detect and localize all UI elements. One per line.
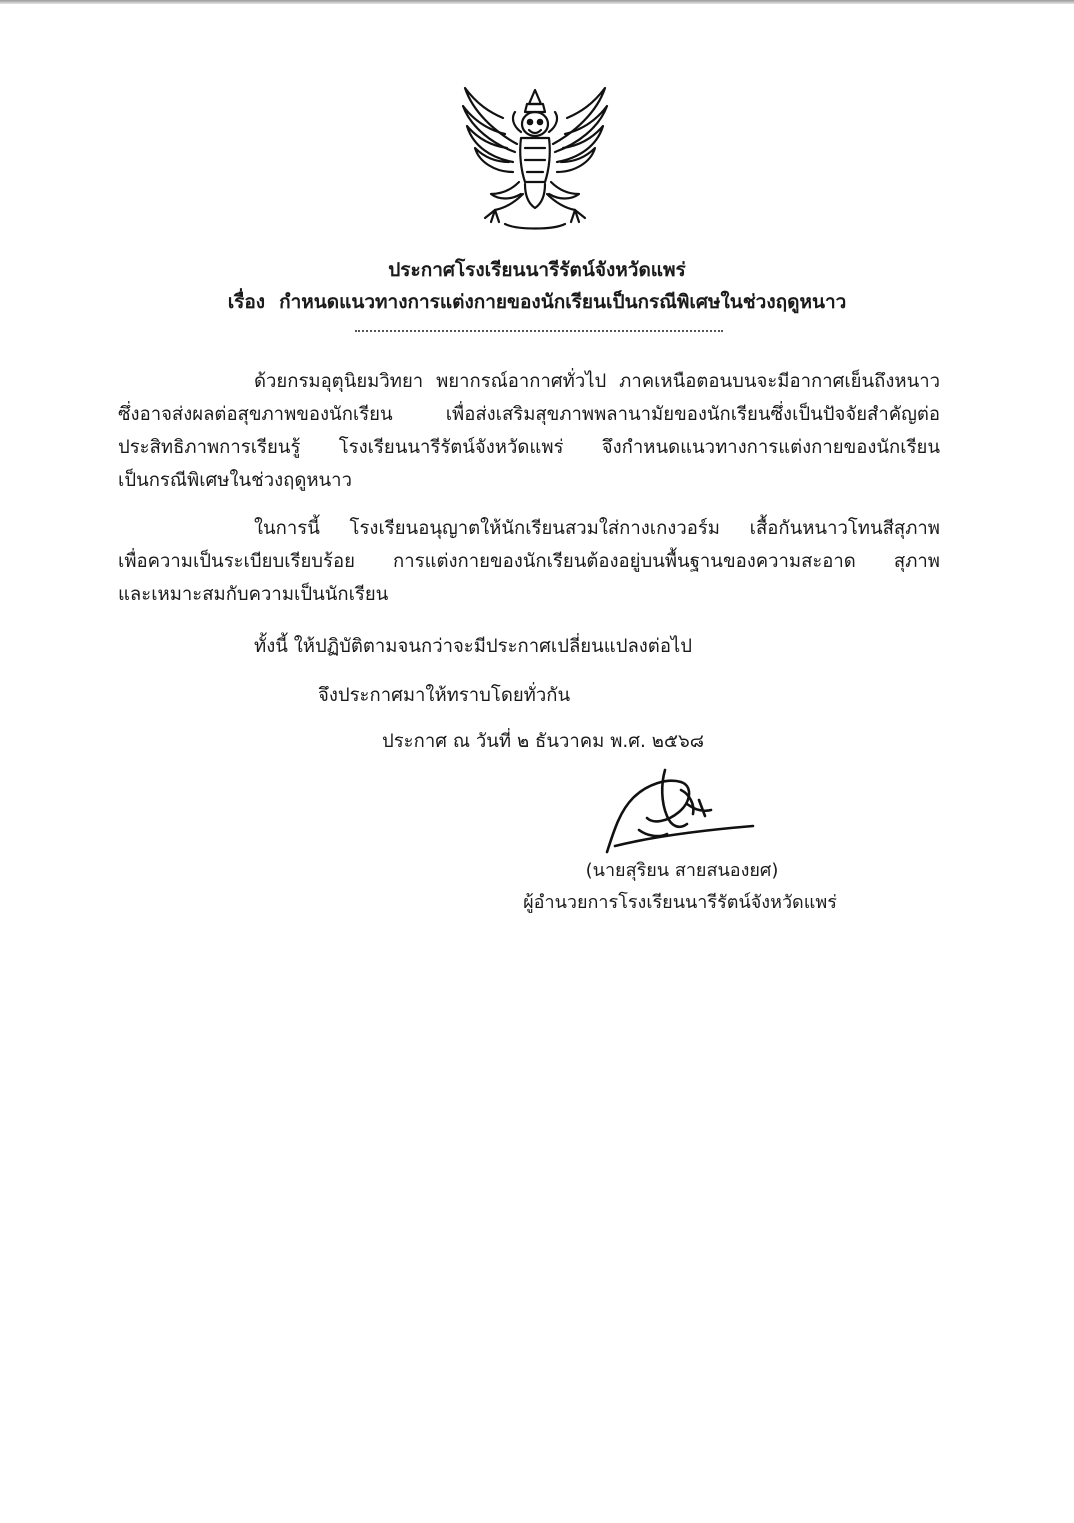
- handwritten-signature: [595, 764, 760, 859]
- paragraph-1-line-2: ซึ่งอาจส่งผลต่อสุขภาพของนักเรียน เพื่อส่งเสริมสุขภาพพลานามัยของนักเรียนซึ่งเป็นปัจจัยสำคัญต่อ: [118, 404, 940, 425]
- paragraph-3: ทั้งนี้ ให้ปฏิบัติตามจนกว่าจะมีประกาศเปลี่ยนแปลงต่อไป: [254, 636, 692, 657]
- announcement-date: ประกาศ ณ วันที่ ๒ ธันวาคม พ.ศ. ๒๕๖๘: [382, 731, 705, 752]
- signer-name: (นายสุริยน สายสนองยศ): [585, 860, 779, 881]
- subject-text: กำหนดแนวทางการแต่งกายของนักเรียนเป็นกรณีพิเศษในช่วงฤดูหนาว: [279, 291, 847, 313]
- subject-label: เรื่อง: [227, 291, 266, 313]
- announcement-subject: [0, 289, 1074, 315]
- garuda-emblem-icon: [455, 82, 615, 232]
- scan-top-edge: [0, 0, 1074, 4]
- paragraph-2: [118, 512, 940, 611]
- announcement-title: ประกาศโรงเรียนนารีรัตน์จังหวัดแพร่: [388, 259, 686, 281]
- paragraph-2-line-3: และเหมาะสมกับความเป็นนักเรียน: [118, 584, 389, 605]
- paragraph-1-line-3: ประสิทธิภาพการเรียนรู้ โรงเรียนนารีรัตน์จังหวัดแพร่ จึงกำหนดแนวทางการแต่งกายของนักเรียน: [118, 437, 940, 458]
- paragraph-1-line-1: ด้วยกรมอุตุนิยมวิทยา พยากรณ์อากาศทั่วไป ภาคเหนือตอนบนจะมีอากาศเย็นถึงหนาว: [254, 371, 940, 392]
- dotted-separator: [355, 330, 723, 332]
- signer-title: ผู้อำนวยการโรงเรียนนารีรัตน์จังหวัดแพร่: [523, 892, 837, 913]
- paragraph-1: [118, 365, 940, 497]
- closing-statement: จึงประกาศมาให้ทราบโดยทั่วกัน: [318, 685, 571, 706]
- paragraph-2-line-2: เพื่อความเป็นระเบียบเรียบร้อย การแต่งกายของนักเรียนต้องอยู่บนพื้นฐานของความสะอาด สุภาพ: [118, 551, 940, 572]
- paragraph-2-line-1: ในการนี้ โรงเรียนอนุญาตให้นักเรียนสวมใส่กางเกงวอร์ม เสื้อกันหนาวโทนสีสุภาพ: [254, 518, 940, 539]
- paragraph-1-line-4: เป็นกรณีพิเศษในช่วงฤดูหนาว: [118, 470, 352, 491]
